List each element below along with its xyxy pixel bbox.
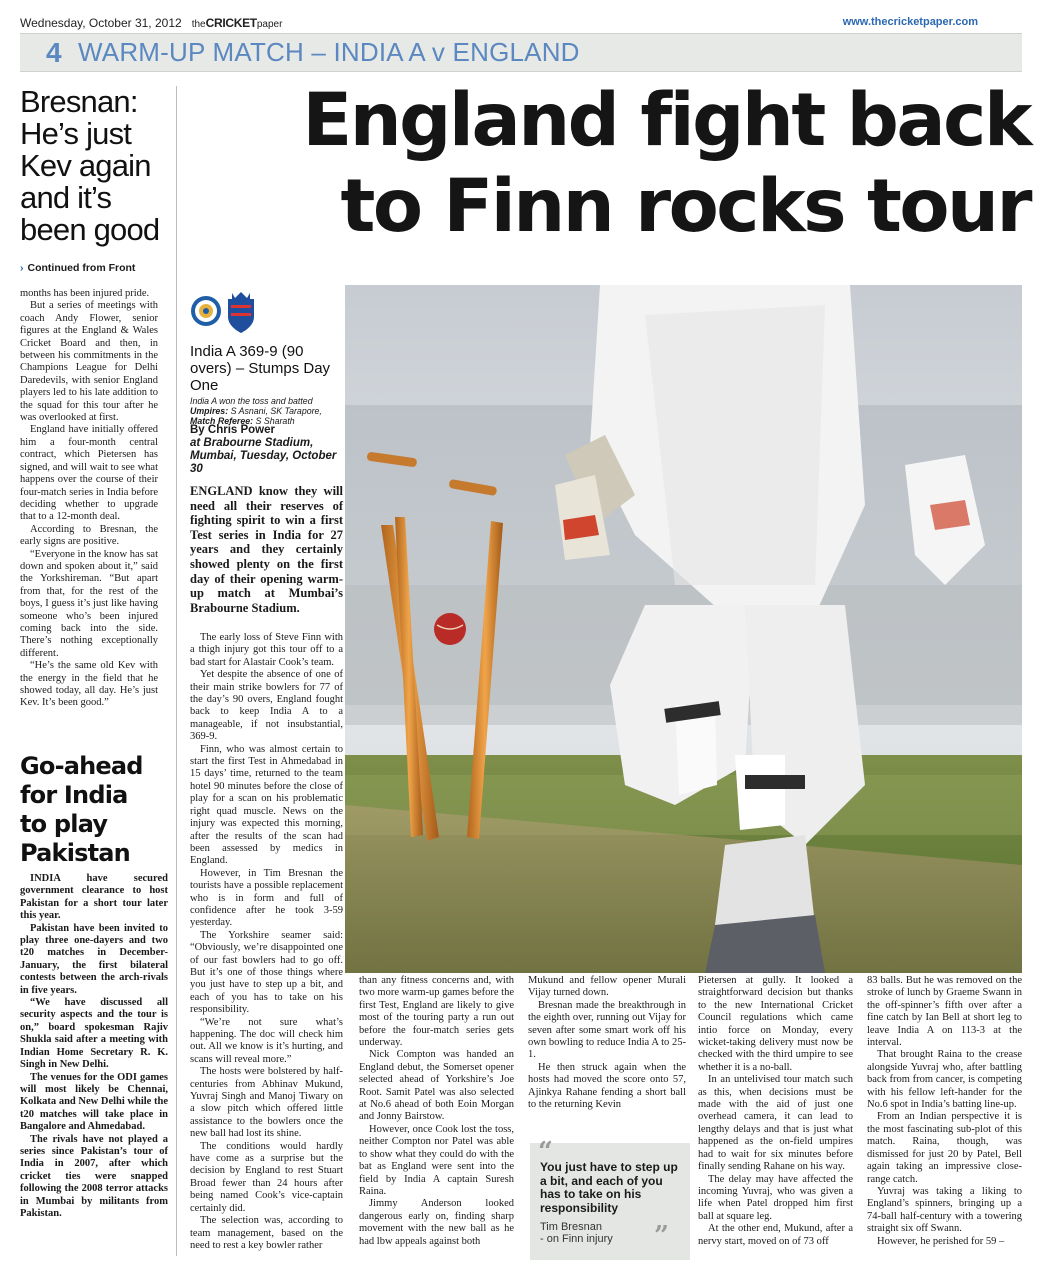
pull-quote-attribution: Tim Bresnan - on Finn injury xyxy=(540,1221,613,1245)
main-headline: England fight back to Finn rocks tour xyxy=(302,78,1030,249)
section-bar xyxy=(20,33,1022,72)
continued-from-front[interactable]: › Continued from Front xyxy=(20,262,136,274)
cricket-ball-icon xyxy=(434,613,466,645)
website-link[interactable]: www.thecricketpaper.com xyxy=(842,16,978,28)
bcci-logo-icon xyxy=(191,296,221,326)
ecb-logo-icon xyxy=(228,292,254,333)
match-score: India A 369-9 (90 overs) – Stumps Day One xyxy=(190,343,331,394)
issue-date: Wednesday, October 31, 2012 xyxy=(20,16,182,30)
column-divider xyxy=(176,86,177,1256)
main-photo xyxy=(345,285,1022,973)
open-quote-icon: “ xyxy=(538,1137,553,1167)
article-column-4: Pietersen at gully. It looked a straightforward decision but thanks to the new International Cricket Council regulations which came intio force on Monday, every wicket-taking delivery must now be checked with the third umpire to see whether it is a no-ball. In an untelivised tour match such as this, when decisions must be made with the aid of just one overhead camera, it can lead to lengthy delays and that is just what happened as the on-field umpires had to wait for six minutes before finally sending Rahane on his way. The delay may have affected the incoming Yuvraj, who was given a life when Patel dropped him first ball at square leg. At the other end, Mukund, after a nervy start, moved on of 73 off xyxy=(698,975,853,1247)
goahead-body: INDIA have secured government clearance to host Pakistan for a short tour later this year. Pakistan have been invited to play three one-dayers and two t20 matches in December-January, the first bilateral contests between the arch-rivals in five years. “We have discussed all security aspects and the tour is on,” board spokesman Rajiv Shukla said after a meeting with Indian Home Secretary R. K. Singh in New Delhi. The venues for the ODI games will most likely be Chennai, Kolkata and New Delhi while the t20 matches will take place in Bangalore and Ahmedabad. The rivals have not played a series since Pakistan’s tour of India in 2007, after which cricket ties were snapped following the 2008 terror attacks in Mumbai by militants from Pakistan. xyxy=(20,873,168,1219)
publication-logo: theCRICKETpaper xyxy=(191,16,283,30)
close-quote-icon: ” xyxy=(654,1221,669,1251)
article-column-2: than any fitness concerns and, with two more warm-up games before the first Test, England are likely to give most of the touring party a run out before the four-match series gets underway. Nick Compton was handed an England debut, the Somerset opener selected ahead of Yorkshire’s Joe Root. Samit Patel was also selected at No.6 ahead of both Eoin Morgan and Jonny Bairstow. However, once Cook lost the toss, neither Compton nor Patel was able to show what they could do with the bat as England were sent into the field by India A captain Suresh Raina. Jimmy Anderson looked dangerous early on, finding sharp movement with the new ball as he had lbw appeals against both xyxy=(359,975,514,1247)
article-column-3: Mukund and fellow opener Murali Vijay turned down. Bresnan made the breakthrough in the eighth over, running out Vijay for seven after some smart work off his own bowling to reduce India A to 25-1. He then struck again when the hosts had moved the score onto 57, Ajinkya Rahane fending a short ball to the returning Kevin xyxy=(528,975,686,1111)
pull-quote xyxy=(530,1137,690,1260)
article-column-5: 83 balls. But he was removed on the stroke of lunch by Graeme Swann in the off-spinner’s fifth over after a fine catch by Ian Bell at short leg to leave India A on 113-3 at the interval. That brought Raina to the crease alongside Yuvraj who, after battling back from from cancer, is competing with his fellow left-hander for the No.6 spot in India’s batting line-up. From an Indian perspective it is the most fascinating sub-plot of this match. Raina, though, was dismissed for just 20 by Patel, Bell again taking an impressive close-range catch. Yuvraj was taking a liking to England’s spinners, bringing up a 74-ball half-century with a towering straight six off Swann. However, he perished for 59 – xyxy=(867,975,1022,1247)
match-officials: India A won the toss and batted Umpires: S Asnani, SK Tarapore, Match Referee: S Sharath xyxy=(190,396,322,426)
issue-date-line xyxy=(20,16,282,30)
article-intro: ENGLAND know they will need all their reserves of fighting spirit to win a first Test series in India for 27 years and they certainly showed plenty on the first day of their opening warm-up match at Mumbai’s Brabourne Stadium. xyxy=(190,484,343,615)
team-logos xyxy=(190,289,270,337)
article-column-1: The early loss of Steve Finn with a thigh injury got this tour off to a bad start for Alastair Cook’s team. Yet despite the absence of one of their main strike bowlers for 77 of the day’s 90 overs, England fought back to keep India A to a manageable, if not insubstantial, 369-9. Finn, who was almost certain to start the first Test in Ahmedabad in 15 days’ time, returned to the team hotel 90 minutes before the close of play for a scan on his problematic right quad muscle. News on the injury was expected this morning, after the results of the scan had been assessed by medics in England. However, in Tim Bresnan the tourists have a possible replacement who is in form and full of confidence after he took 3-59 yesterday. The Yorkshire seamer said: “Obviously, we’re disappointed one of our fast bowlers had to go off. But it’s one of those things where you just have to step up a bit, and each of you has to take on his responsibility. “We’re not sure what’s happening. The doc will check him out. All we know is it’s hurting, and scans will reveal more.” The hosts were bolstered by half-centuries from Abhinav Mukund, Yuvraj Singh and Manoj Tiwary on a slow pitch which offered little assistance to the bowlers once the new ball had lost its shine. The conditions would hardly have come as a surprise but the decision by England to rest Stuart Broad fewer than 24 hours after being named Cook’s vice-captain certainly did. The selection was, according to team management, based on the need to rest a key bowler rather xyxy=(190,632,343,1251)
sidebar-body: months has been injured pride. But a series of meetings with coach Andy Flower, senior figures at the England & Wales Cricket Board and then, in between his commitments in the Champions League for Delhi Daredevils, with senior England players led to his late addition to the squad for this tour after he was overlooked at first. England have initially offered him a four-month central contract, which Pietersen has signed, and will wait to see what happens over the course of their four-match series in India before deciding whether to upgrade that to a 12-month deal. According to Bresnan, the early signs are positive. “Everyone in the know has sat down and spoken about it,” said the Yorkshireman. “But apart from that, for the rest of the boys, I guess it’s just like having someone who’s been injured coming back into the side. There’s nothing exceptionally different. “He’s the same old Kev with the energy in the field that he showed today, all day. He’s just Kev. It’s been good.” xyxy=(20,288,159,709)
sidebar-headline: Bresnan: He’s just Kev again and it’s been good xyxy=(20,84,160,247)
goahead-headline: Go-ahead for India to play Pakistan xyxy=(20,752,143,867)
page-number: 4 xyxy=(46,37,62,68)
section-title: WARM-UP MATCH – INDIA A v ENGLAND xyxy=(78,37,580,67)
pull-quote-text: You just have to step up a bit, and each of you has to take on his responsibility xyxy=(540,1160,678,1215)
byline: By Chris Power at Brabourne Stadium, Mumbai, Tuesday, October 30 xyxy=(190,424,337,475)
chevron-right-icon: › xyxy=(20,262,24,274)
